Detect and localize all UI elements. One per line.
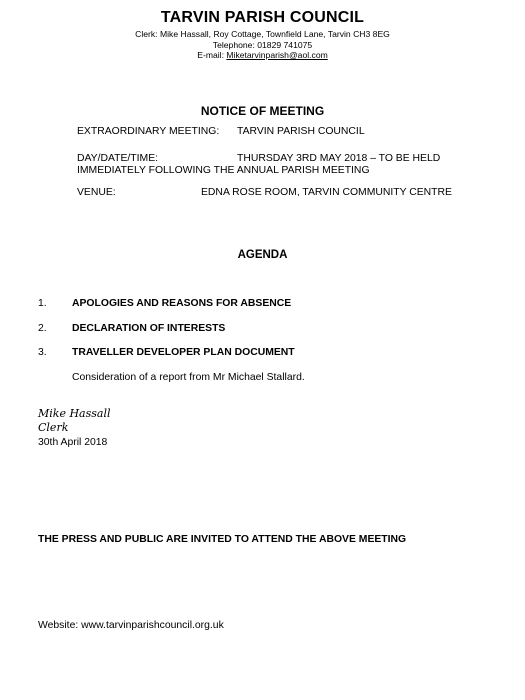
website: Website: www.tarvinparishcouncil.org.uk xyxy=(38,620,224,631)
agenda-item-note: Consideration of a report from Mr Michael Stallard. xyxy=(72,372,305,383)
agenda-item-title: TRAVELLER DEVELOPER PLAN DOCUMENT xyxy=(72,347,295,358)
telephone: Telephone: 01829 741075 xyxy=(212,39,313,50)
email-link[interactable]: Miketarvinparish@aol.com xyxy=(226,50,328,60)
datetime-value: THURSDAY 3RD MAY 2018 – TO BE HELD xyxy=(237,153,441,164)
agenda-item-title: DECLARATION OF INTERESTS xyxy=(72,323,226,334)
signature-name: Mike Hassall xyxy=(38,407,111,420)
clerk-address: Clerk: Mike Hassall, Roy Cottage, Townfield Lane, Tarvin CH3 8EG xyxy=(135,29,390,39)
agenda-heading: AGENDA xyxy=(237,249,288,261)
agenda-item-number: 1. xyxy=(38,298,47,309)
notice-heading: NOTICE OF MEETING xyxy=(200,104,325,118)
agenda-item-number: 3. xyxy=(38,347,47,358)
signature-role: Clerk xyxy=(38,421,69,434)
venue-value: EDNA ROSE ROOM, TARVIN COMMUNITY CENTRE xyxy=(201,187,452,198)
datetime-label: DAY/DATE/TIME: xyxy=(77,153,159,164)
meeting-label: EXTRAORDINARY MEETING: xyxy=(77,126,220,137)
venue-label: VENUE: xyxy=(77,187,116,198)
datetime-value-continued: IMMEDIATELY FOLLOWING THE ANNUAL PARISH MEETING xyxy=(77,165,370,176)
signature-date: 30th April 2018 xyxy=(38,437,108,448)
agenda-item-number: 2. xyxy=(38,323,47,334)
email-label: E-mail: xyxy=(197,50,227,60)
press-notice: THE PRESS AND PUBLIC ARE INVITED TO ATTEND THE ABOVE MEETING xyxy=(38,534,407,545)
council-name: TARVIN PARISH COUNCIL xyxy=(160,9,365,26)
email-line xyxy=(0,50,525,61)
meeting-value: TARVIN PARISH COUNCIL xyxy=(237,126,365,137)
agenda-item-title: APOLOGIES AND REASONS FOR ABSENCE xyxy=(72,298,292,309)
